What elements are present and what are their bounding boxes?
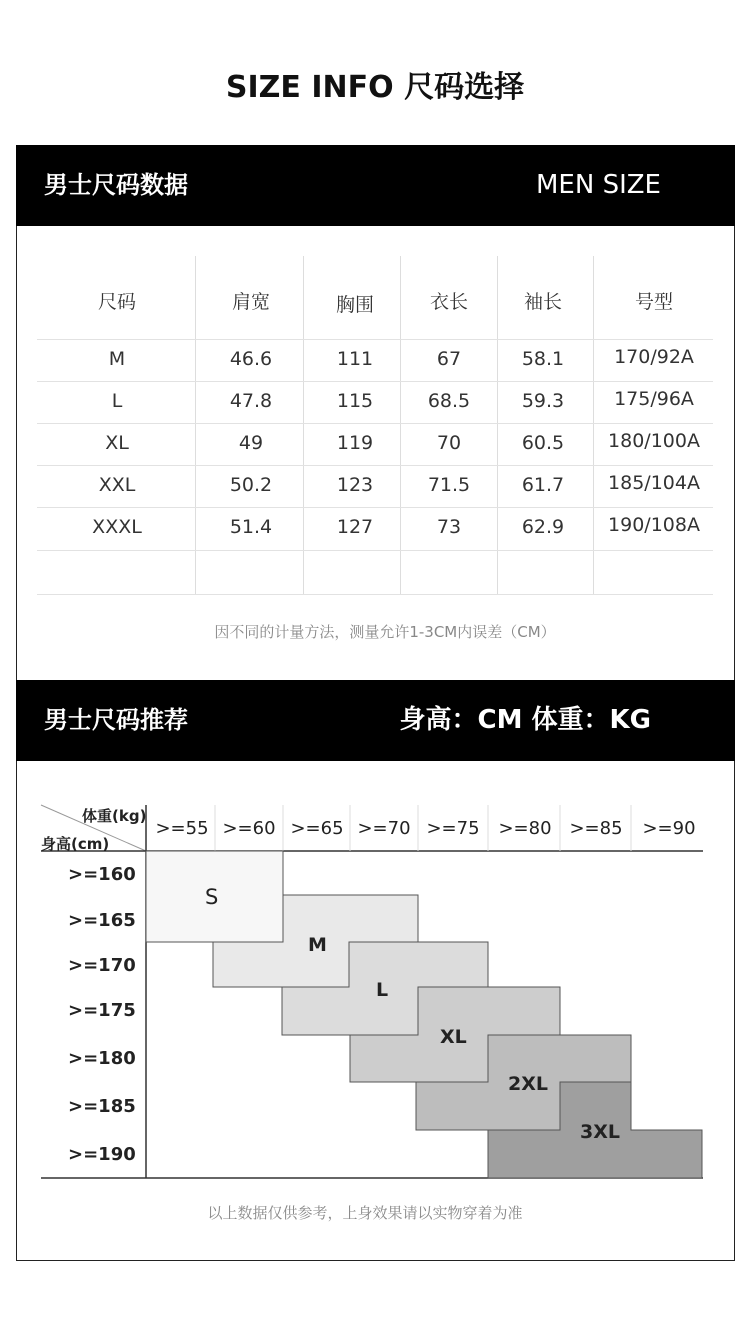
table-cell: 71.5 [427,474,471,496]
table-header: 袖长 [523,291,562,313]
table-cell: 67 [436,348,462,370]
table-cell: 127 [336,516,374,538]
weight-column-label: >=75 [426,818,480,839]
height-row-label: >=180 [68,1048,136,1069]
table-cell: 68.5 [427,390,471,412]
size-label-2xl: 2XL [508,1073,548,1095]
weight-column-label: >=65 [290,818,344,839]
table-cell: 51.4 [229,516,273,538]
table-cell: M [108,348,126,370]
weight-column-label: >=55 [155,818,209,839]
weight-column-label: >=85 [569,818,623,839]
table-cell: L [111,390,123,412]
height-axis-label: 身高(cm) [41,835,110,853]
table-cell: XL [105,432,129,454]
table-cell: 185/104A [608,472,700,494]
height-row-label: >=175 [68,1000,136,1021]
height-row-label: >=165 [68,910,136,931]
table-header: 肩宽 [231,291,270,313]
table-cell: 50.2 [229,474,273,496]
size-label-s: S [205,885,219,909]
size-label-xl: XL [440,1026,467,1048]
height-row-label: >=160 [68,864,136,885]
table-cell: 60.5 [521,432,565,454]
table-cell: 190/108A [608,514,700,536]
height-row-label: >=185 [68,1096,136,1117]
table-cell: 49 [238,432,264,454]
weight-column-label: >=90 [642,818,696,839]
table-cell: 47.8 [229,390,273,412]
size-label-3xl: 3XL [580,1121,620,1143]
table-cell: 62.9 [521,516,565,538]
size-label-m: M [308,934,327,956]
table-cell: 61.7 [521,474,565,496]
table-cell: 115 [336,390,374,412]
height-row-label: >=190 [68,1144,136,1165]
weight-column-label: >=70 [357,818,411,839]
table-header: 尺码 [97,291,136,313]
table-cell: 180/100A [608,430,700,452]
table-cell: 70 [436,432,462,454]
measurement-note: 因不同的计量方法，测量允许1-3CM内误差（CM） [214,623,556,641]
table-header: 衣长 [429,291,468,313]
reference-note: 以上数据仅供参考，上身效果请以实物穿着为准 [207,1204,523,1222]
weight-axis-label: 体重(kg) [82,807,147,825]
size-label-l: L [376,979,389,1001]
table-cell: 123 [336,474,374,496]
table-header: 胸围 [335,294,374,316]
table-cell: XXL [98,474,136,496]
table-cell: 59.3 [521,390,565,412]
size-data-title: 男士尺码数据 [44,171,188,199]
table-cell: 111 [336,348,374,370]
table-cell: 58.1 [521,348,565,370]
table-header: 号型 [634,291,673,313]
page-title: SIZE INFO 尺码选择 [225,70,525,105]
table-cell: 73 [436,516,462,538]
table-cell: 170/92A [614,346,694,368]
units-label: 身高：CM 体重：KG [399,705,651,735]
table-cell: 119 [336,432,374,454]
weight-column-label: >=60 [222,818,276,839]
height-row-label: >=170 [68,955,136,976]
table-cell: 175/96A [614,388,694,410]
size-recommend-title: 男士尺码推荐 [44,706,188,734]
table-cell: 46.6 [229,348,273,370]
table-cell: XXXL [92,516,142,538]
weight-column-label: >=80 [498,818,552,839]
men-size-label: MEN SIZE [536,170,661,200]
